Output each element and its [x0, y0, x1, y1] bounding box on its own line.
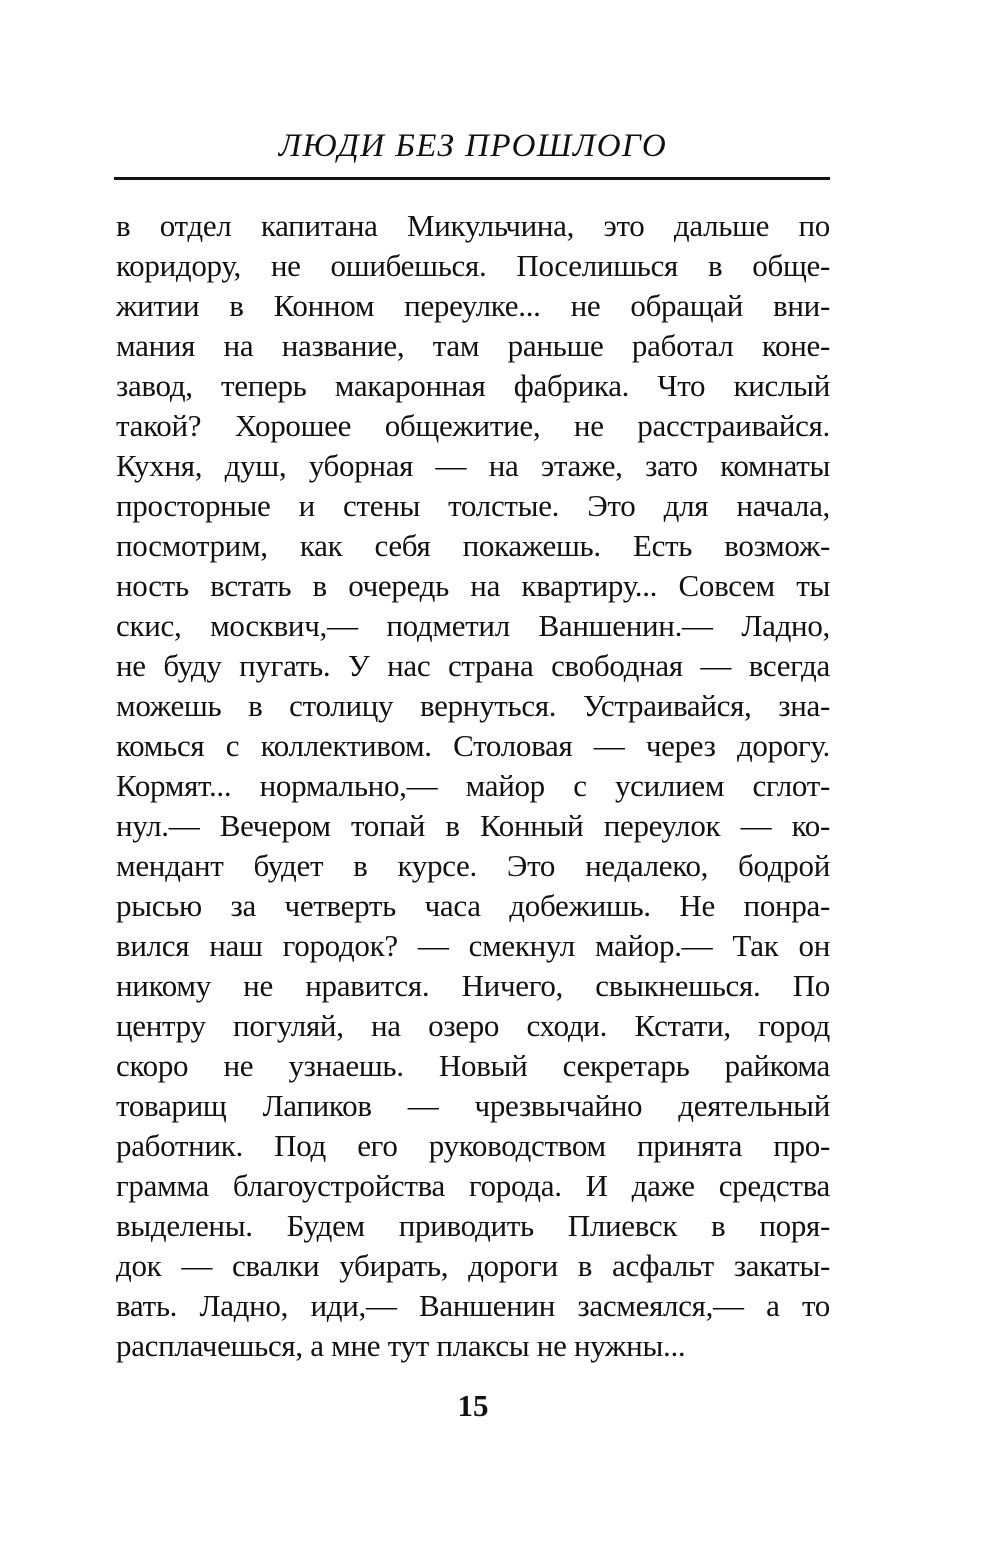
header-rule [114, 177, 830, 180]
text-line: завод, теперь макаронная фабрика. Что кислый [116, 368, 830, 403]
text-line: выделены. Будем приводить Плиевск в поря- [116, 1208, 830, 1243]
text-line: товарищ Лапиков — чрезвычайно деятельный [116, 1088, 830, 1123]
text-line: рысью за четверть часа добежишь. Не понра- [116, 888, 830, 923]
text-line: в отдел капитана Микульчина, это дальше по [116, 208, 830, 243]
text-line: скис, москвич,— подметил Ваншенин.— Ладно, [116, 608, 830, 643]
text-line: Кухня, душ, уборная — на этаже, зато комнаты [116, 448, 830, 483]
text-line: центру погуляй, на озеро сходи. Кстати, город [116, 1008, 830, 1043]
text-line: коридору, не ошибешься. Поселишься в обще- [116, 248, 830, 283]
text-line: мендант будет в курсе. Это недалеко, бодрой [116, 848, 830, 883]
text-line: посмотрим, как себя покажешь. Есть возмож- [116, 528, 830, 563]
text-line: нул.— Вечером топай в Конный переулок — ко- [116, 808, 830, 843]
text-line: скоро не узнаешь. Новый секретарь райкома [116, 1048, 830, 1083]
page-number: 15 [457, 1388, 489, 1423]
text-line: Кормят... нормально,— майор с усилием сглот- [116, 768, 830, 803]
text-line: док — свалки убирать, дороги в асфальт закаты- [116, 1248, 830, 1283]
text-line: грамма благоустройства города. И даже средства [116, 1168, 830, 1203]
text-line: работник. Под его руководством принята про- [116, 1128, 830, 1163]
text-line: житии в Конном переулке... не обращай вни- [116, 288, 830, 323]
text-line: такой? Хорошее общежитие, не расстраивайся. [116, 408, 830, 443]
body-text [116, 206, 830, 1366]
running-header-title: ЛЮДИ БЕЗ ПРОШЛОГО [278, 128, 668, 164]
text-line: комься с коллективом. Столовая — через дорогу. [116, 728, 830, 763]
text-line: мания на название, там раньше работал коне- [116, 328, 830, 363]
text-line: ность встать в очередь на квартиру... Совсем ты [116, 568, 830, 603]
text-line: вился наш городок? — смекнул майор.— Так он [116, 928, 830, 963]
text-line: не буду пугать. У нас страна свободная — всегда [116, 648, 830, 683]
text-line: просторные и стены толстые. Это для начала, [116, 488, 830, 523]
text-line: никому не нравится. Ничего, свыкнешься. По [116, 968, 830, 1003]
text-line: можешь в столицу вернуться. Устраивайся, зна- [116, 688, 830, 723]
text-line: расплачешься, а мне тут плаксы не нужны... [116, 1328, 686, 1363]
text-line: вать. Ладно, иди,— Ваншенин засмеялся,— а то [116, 1288, 830, 1323]
